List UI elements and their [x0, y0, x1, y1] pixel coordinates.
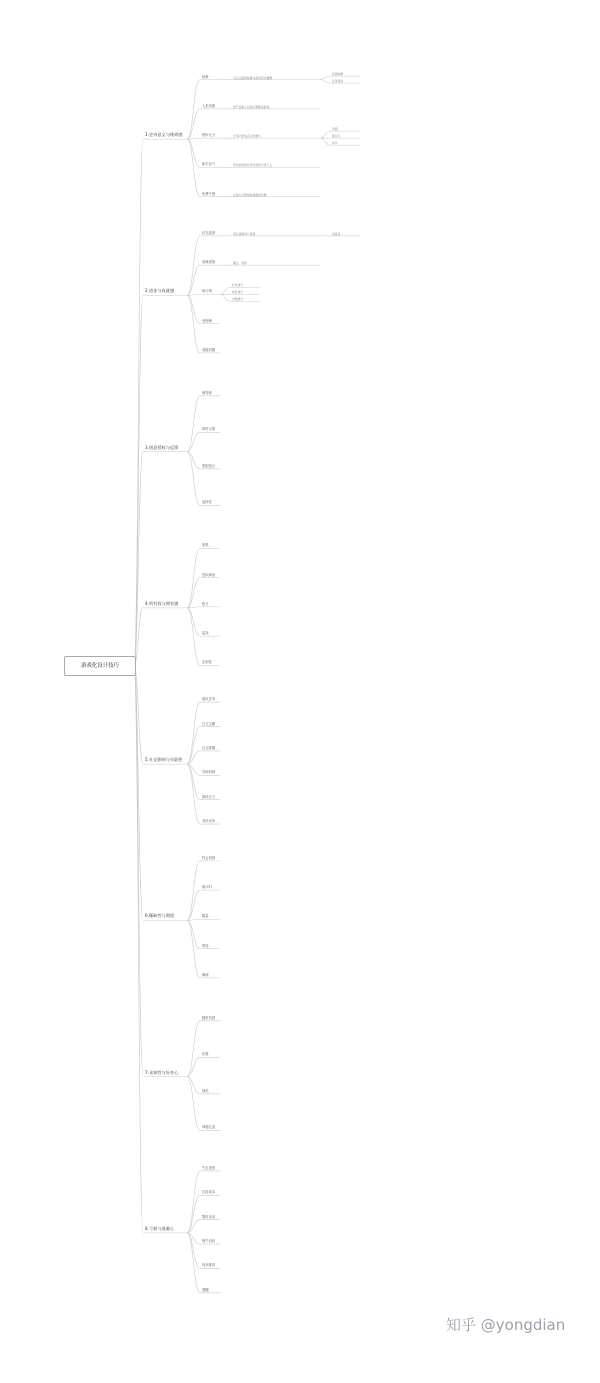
detail-0-3[interactable]: 起初的奖励让玩家感到天选之人: [233, 163, 273, 168]
detail-0-4[interactable]: 在别人付费的时候提供免费: [233, 192, 267, 197]
subcategory-4-1[interactable]: 社交宝藏: [202, 721, 216, 726]
subcategory-6-3[interactable]: 神秘礼盒: [202, 1125, 216, 1130]
leaf-0-0-0[interactable]: 起源故事: [332, 72, 344, 77]
edge-cat-1-sub-4: [187, 295, 200, 353]
leaf-0-2-0[interactable]: 卖萌: [332, 127, 338, 132]
edge-cat-1-sub-3: [187, 295, 200, 323]
leaf-0-2-1[interactable]: 吸引力: [332, 134, 341, 139]
edge-leaf-1-2-0: [220, 287, 230, 294]
edge-cat-0-sub-3: [187, 139, 200, 167]
edge-leaf-0-0-1: [320, 80, 330, 84]
leaf-1-2-2[interactable]: 全服排行: [232, 297, 244, 302]
subcategory-2-1[interactable]: 即时反馈: [202, 427, 216, 432]
subcategory-5-2[interactable]: 限量: [202, 914, 209, 919]
detail-0-0[interactable]: 引人入胜的故事为游戏带来激情: [233, 75, 273, 80]
edge-root-cat-0: [134, 138, 143, 665]
subcategory-7-3[interactable]: 错失良机: [202, 1239, 216, 1244]
category-1[interactable]: 2.进步与成就感: [145, 288, 175, 294]
category-2[interactable]: 3.创意授权与反馈: [145, 444, 179, 450]
detail-0-1[interactable]: 把产品和人们的心愿联系起来: [233, 104, 270, 109]
edge-root-cat-7: [134, 665, 143, 1232]
subcategory-7-4[interactable]: 现状维持: [202, 1263, 216, 1268]
subcategory-6-1[interactable]: 彩蛋: [202, 1052, 209, 1057]
subcategory-2-3[interactable]: 选择性: [202, 500, 212, 505]
edge-cat-1-sub-0: [187, 236, 200, 296]
detail-0-2[interactable]: 让用户更有意义地参与: [233, 134, 261, 139]
edge-cat-3-sub-3: [187, 608, 200, 636]
subcategory-0-0[interactable]: 叙事: [202, 74, 209, 79]
subcategory-1-0[interactable]: 状态进度: [202, 230, 216, 235]
detail-1-0[interactable]: 用以体现用户进度: [233, 231, 256, 236]
subcategory-6-2[interactable]: 抽奖: [202, 1088, 209, 1093]
edge-cat-5-sub-4: [187, 920, 200, 978]
subcategory-5-3[interactable]: 等待: [202, 943, 209, 948]
edge-cat-5-sub-1: [187, 890, 200, 920]
edge-leaf-0-0-0: [320, 76, 330, 80]
subcategory-7-5[interactable]: 提醒: [202, 1287, 209, 1292]
edge-cat-4-sub-5: [187, 764, 200, 824]
subcategory-3-0[interactable]: 收集: [202, 543, 209, 548]
subcategory-0-4[interactable]: 免费午餐: [202, 191, 216, 196]
edge-cat-5-sub-0: [187, 861, 200, 921]
subcategory-7-1[interactable]: 沉没成本: [202, 1190, 216, 1195]
subcategory-0-3[interactable]: 新手运气: [202, 162, 216, 167]
edge-leaf-0-2-0: [320, 131, 330, 138]
edge-leaf-0-2-2: [320, 138, 330, 145]
subcategory-1-3[interactable]: 里程碑: [202, 318, 212, 323]
subcategory-2-2[interactable]: 搭配组合: [202, 463, 216, 468]
subcategory-4-0[interactable]: 团队任务: [202, 697, 216, 702]
subcategory-6-0[interactable]: 随机奖励: [202, 1015, 216, 1020]
leaf-1-0-0[interactable]: 进度条: [332, 231, 341, 236]
subcategory-3-1[interactable]: 虚拟商品: [202, 572, 216, 577]
edge-cat-5-sub-3: [187, 920, 200, 948]
edge-cat-3-sub-4: [187, 608, 200, 666]
edge-cat-3-sub-0: [187, 548, 200, 608]
subcategory-1-2[interactable]: 排行榜: [202, 289, 212, 294]
subcategory-7-2[interactable]: 限时活动: [202, 1214, 216, 1219]
category-5[interactable]: 6.稀缺性与渴望: [145, 913, 175, 919]
edge-root-cat-6: [134, 665, 143, 1076]
category-7[interactable]: 8.亏损与逃避心: [145, 1225, 175, 1231]
subcategory-0-1[interactable]: 人类英雄: [202, 103, 216, 108]
edge-cat-0-sub-0: [187, 80, 200, 140]
subcategory-3-3[interactable]: 监视: [202, 631, 209, 636]
edge-cat-7-sub-5: [187, 1233, 200, 1293]
subcategory-1-1[interactable]: 成就系统: [202, 260, 216, 265]
leaf-0-0-1[interactable]: 任务叙述: [332, 79, 344, 84]
subcategory-3-4[interactable]: 定制化: [202, 660, 212, 665]
subcategory-7-0[interactable]: 失去进度: [202, 1165, 216, 1170]
leaf-1-2-1[interactable]: 地区排行: [232, 290, 244, 295]
category-6[interactable]: 7.未知性与好奇心: [145, 1069, 179, 1075]
edge-cat-3-sub-1: [187, 578, 200, 608]
edge-leaf-1-2-2: [220, 294, 230, 301]
edge-cat-7-sub-0: [187, 1171, 200, 1233]
subcategory-0-2[interactable]: 使用无义: [202, 133, 216, 138]
root-node[interactable]: 游戏化设计技巧: [64, 656, 136, 676]
category-4[interactable]: 5.社交影响与关联性: [145, 757, 183, 763]
subcategory-4-4[interactable]: 群体压力: [202, 794, 216, 799]
edge-cat-1-sub-1: [187, 265, 200, 295]
detail-1-1[interactable]: 徽章、奖杯: [233, 261, 247, 266]
subcategory-5-0[interactable]: 约会机制: [202, 855, 216, 860]
subcategory-5-1[interactable]: 倒计时: [202, 885, 212, 890]
edge-cat-6-sub-0: [187, 1021, 200, 1077]
subcategory-4-5[interactable]: 同伴竞争: [202, 819, 216, 824]
subcategory-1-4[interactable]: 高级权限: [202, 347, 216, 352]
category-0[interactable]: 1.史诗意义与使命感: [145, 132, 183, 138]
subcategory-2-0[interactable]: 博弈树: [202, 390, 212, 395]
edge-cat-0-sub-4: [187, 139, 200, 197]
category-3[interactable]: 4.所有权与拥有感: [145, 600, 179, 606]
edge-cat-0-sub-1: [187, 109, 200, 139]
edge-cat-4-sub-0: [187, 702, 200, 764]
edge-cat-2-sub-0: [187, 396, 200, 452]
leaf-0-2-2[interactable]: 幼年: [332, 141, 338, 146]
subcategory-4-2[interactable]: 社交炫耀: [202, 745, 216, 750]
leaf-1-2-0[interactable]: 好友排行: [232, 283, 244, 288]
subcategory-5-4[interactable]: 障碍: [202, 972, 209, 977]
subcategory-3-2[interactable]: 积分: [202, 601, 209, 606]
subcategory-4-3[interactable]: 导师机制: [202, 770, 216, 775]
watermark: 知乎 @yongdian: [446, 1316, 566, 1334]
